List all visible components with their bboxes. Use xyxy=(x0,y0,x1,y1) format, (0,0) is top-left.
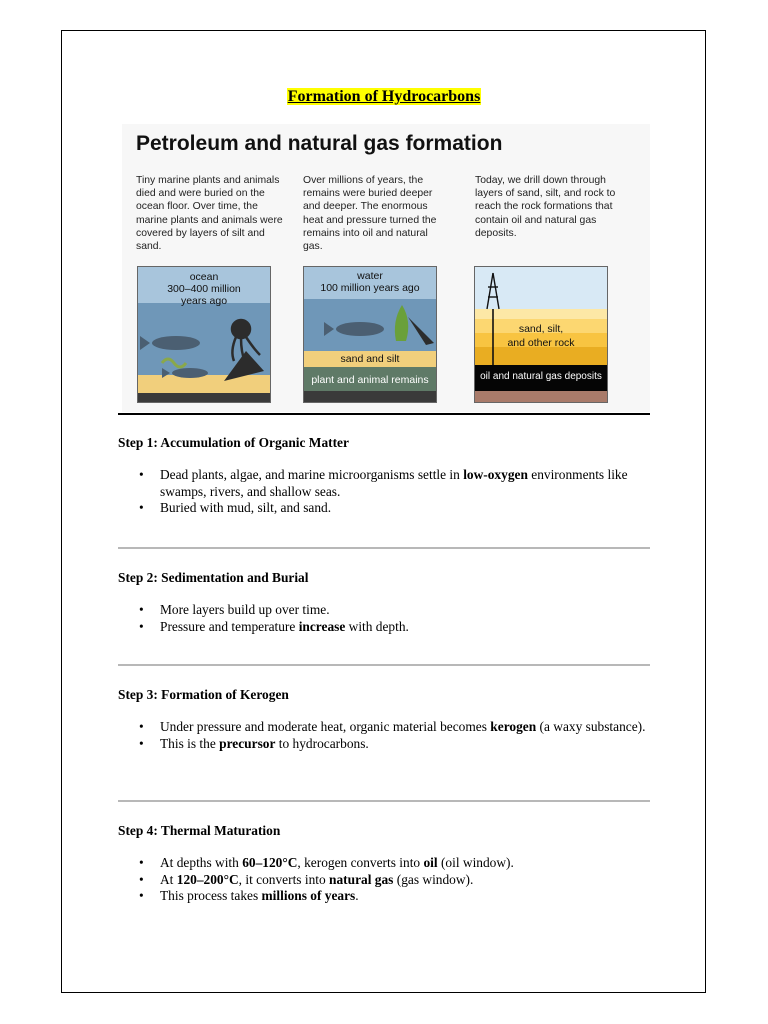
bullet-list xyxy=(118,602,648,635)
section-divider xyxy=(118,547,650,549)
document-title xyxy=(0,88,768,106)
figure-title: Petroleum and natural gas formation xyxy=(136,132,503,155)
document-title-text: Formation of Hydrocarbons xyxy=(287,88,481,105)
panel1-label-ocean: ocean xyxy=(189,271,219,283)
step-title: Step 2: Sedimentation and Burial xyxy=(118,570,309,585)
panel3-label-rock-2: and other rock xyxy=(507,337,575,349)
fish-icon xyxy=(140,336,200,350)
plant-icon xyxy=(395,305,408,341)
oil-derrick-icon xyxy=(487,273,499,365)
panel2-label-age: 100 million years ago xyxy=(320,282,420,294)
list-item: • Dead plants, algae, and marine microorganisms settle in low-oxygen environments like swamps, rivers, and shallow seas. xyxy=(118,467,648,500)
list-item: • At depths with 60–120°C, kerogen converts into oil (oil window). xyxy=(118,855,648,872)
panel3-label-rock-1: sand, silt, xyxy=(518,323,564,335)
step-section-4 xyxy=(118,823,648,905)
step-section-2 xyxy=(118,570,648,635)
list-item: • This is the precursor to hydrocarbons. xyxy=(118,736,648,753)
bullet-list xyxy=(118,467,648,517)
list-item: • Under pressure and moderate heat, organic material becomes kerogen (a waxy substance). xyxy=(118,719,648,736)
fish-icon xyxy=(324,322,384,336)
bullet-list xyxy=(118,855,648,905)
panel2-label-sand-silt: sand and silt xyxy=(340,353,400,365)
section-divider xyxy=(118,800,650,802)
figure-caption-2: Over millions of years, the remains were buried deeper and deeper. The enormous heat and pressure turned the remains into oil and natural gas. xyxy=(303,175,437,253)
ray-icon xyxy=(224,351,264,381)
list-item: • Buried with mud, silt, and sand. xyxy=(118,500,648,517)
panel-water xyxy=(303,266,437,403)
fish-icon xyxy=(162,368,208,378)
step-title: Step 1: Accumulation of Organic Matter xyxy=(118,435,349,450)
bullet-list xyxy=(118,719,648,752)
list-item: • More layers build up over time. xyxy=(118,602,648,619)
step-title: Step 3: Formation of Kerogen xyxy=(118,687,289,702)
panel1-label-years: years ago xyxy=(180,295,228,307)
list-item: • Pressure and temperature increase with depth. xyxy=(118,619,648,636)
ray-icon xyxy=(408,317,434,345)
formation-figure xyxy=(122,124,650,412)
step-title: Step 4: Thermal Maturation xyxy=(118,823,281,838)
list-item: • At 120–200°C, it converts into natural gas (gas window). xyxy=(118,872,648,889)
panel-ocean xyxy=(137,266,271,403)
figure-divider xyxy=(118,413,650,415)
list-item: • This process takes millions of years. xyxy=(118,888,648,905)
section-divider xyxy=(118,664,650,666)
step-section-1 xyxy=(118,435,648,517)
figure-caption-3: Today, we drill down through layers of sand, silt, and rock to reach the rock formations that contain oil and natural gas deposits. xyxy=(475,175,616,239)
panel2-label-remains: plant and animal remains xyxy=(311,374,429,386)
step-section-3 xyxy=(118,687,648,752)
panel2-label-water: water xyxy=(357,270,383,282)
panel1-label-age: 300–400 million xyxy=(167,283,241,295)
panel3-label-deposits: oil and natural gas deposits xyxy=(480,371,602,382)
worm-icon xyxy=(162,359,186,367)
figure-caption-1: Tiny marine plants and animals died and were buried on the ocean floor. Over time, the marine plants and animals were covered by layers of silt and sand. xyxy=(136,175,283,253)
panel-drilling xyxy=(474,266,608,403)
